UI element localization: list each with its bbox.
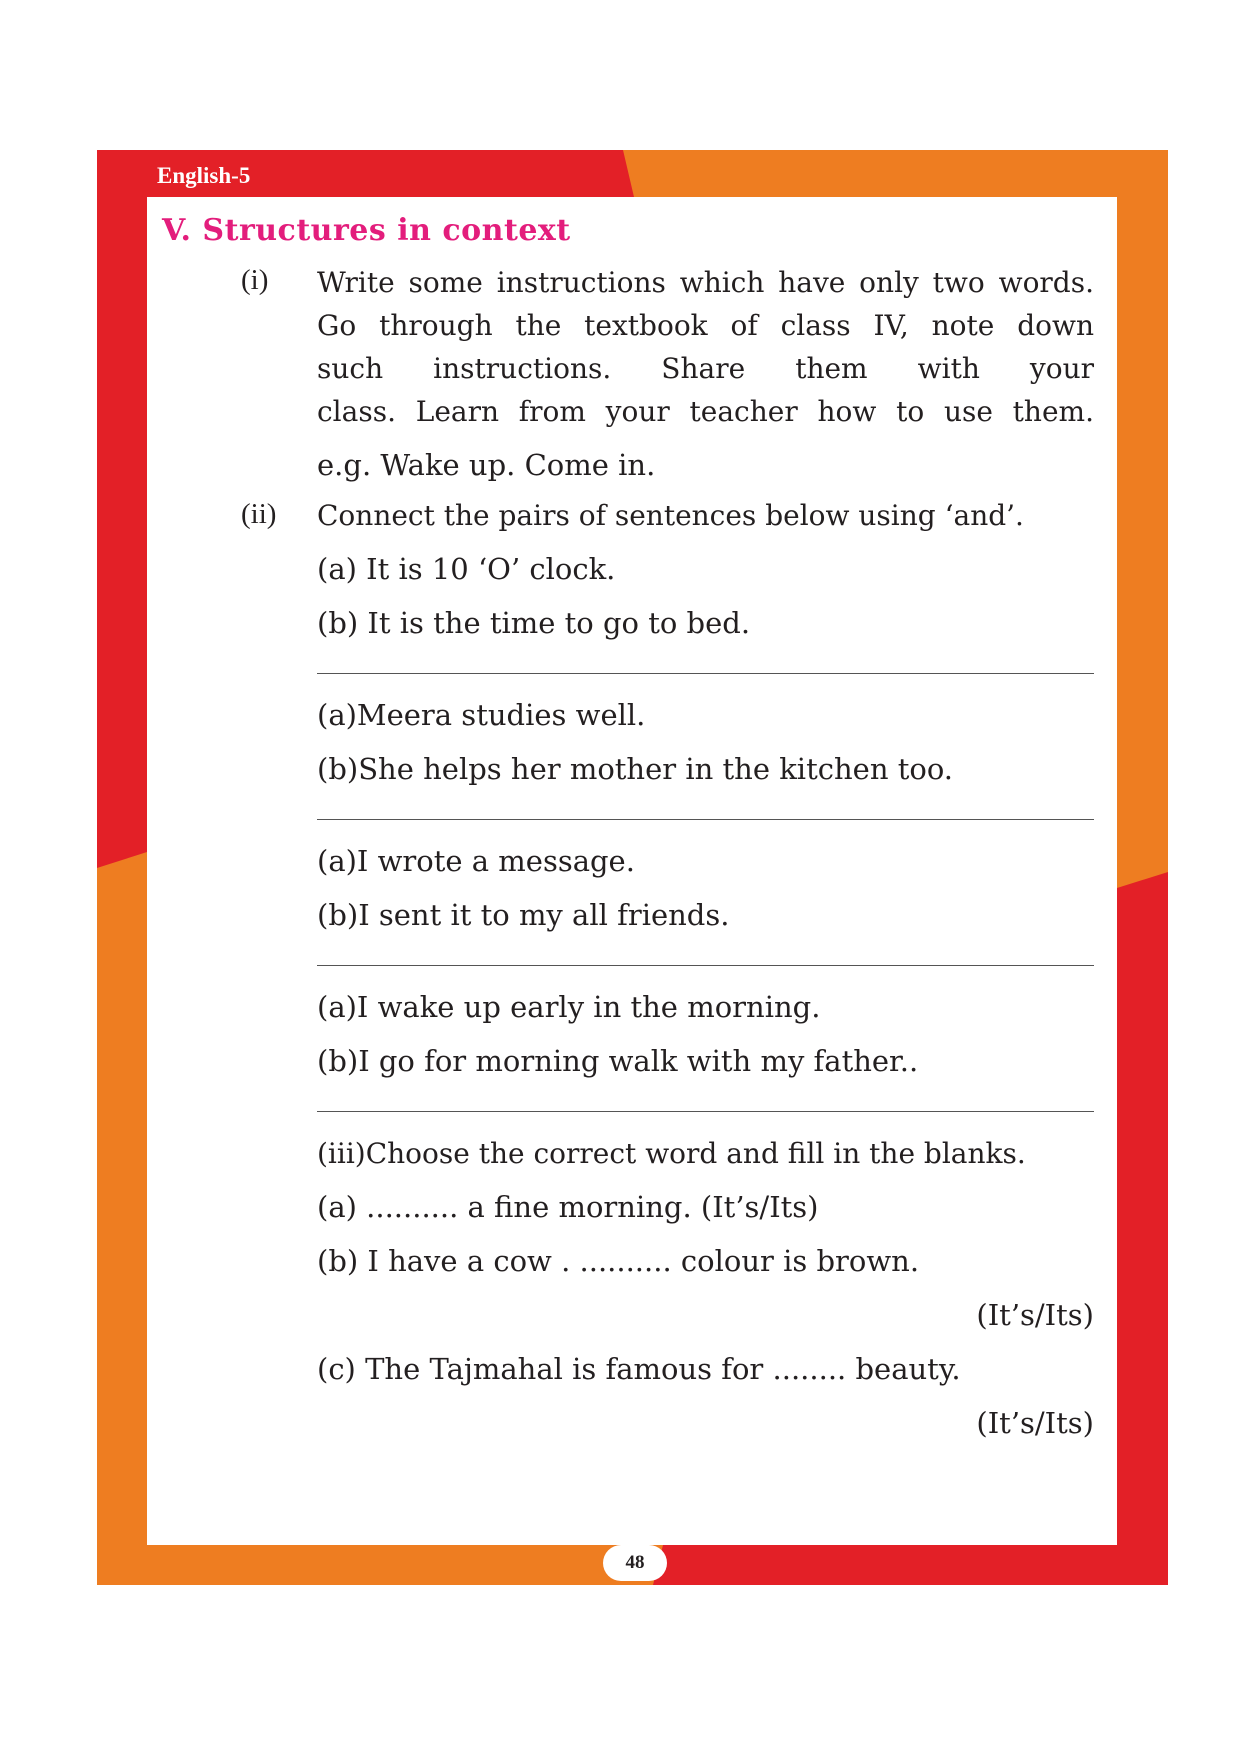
section-title: V. Structures in context — [162, 213, 571, 248]
exercise-1-line: class. Learn from your teacher how to use them. — [317, 395, 1094, 428]
exercise-1-line: Write some instructions which have only two words. — [317, 266, 1094, 299]
fill-item-c-options: (It’s/Its) — [976, 1406, 1094, 1440]
exercise-2-number: (ii) — [241, 498, 277, 530]
exercise-1-number: (i) — [241, 264, 269, 296]
fill-item-b-options: (It’s/Its) — [976, 1298, 1094, 1332]
page-frame — [97, 150, 1168, 1585]
page-number: 48 — [603, 1545, 667, 1581]
pair-2-a: (a)Meera studies well. — [317, 698, 646, 732]
pair-4-b: (b)I go for morning walk with my father.. — [317, 1044, 919, 1078]
pair-4-a: (a)I wake up early in the morning. — [317, 990, 821, 1024]
fill-item-c: (c) The Tajmahal is famous for ........ beauty. — [317, 1352, 961, 1386]
pair-1-a: (a) It is 10 ‘O’ clock. — [317, 552, 616, 586]
answer-line[interactable] — [317, 1111, 1094, 1112]
exercise-1-example: e.g. Wake up. Come in. — [317, 448, 656, 482]
exercise-3-instruction: (iii)Choose the correct word and fill in the blanks. — [317, 1137, 1026, 1170]
exercise-1-line: such instructions. Share them with your — [317, 352, 1094, 385]
fill-item-a: (a) .......... a fine morning. (It’s/Its) — [317, 1190, 819, 1224]
pair-2-b: (b)She helps her mother in the kitchen too. — [317, 752, 953, 786]
pair-3-a: (a)I wrote a message. — [317, 844, 635, 878]
pair-1-b: (b) It is the time to go to bed. — [317, 606, 751, 640]
exercise-1-line: Go through the textbook of class IV, note down — [317, 309, 1094, 342]
answer-line[interactable] — [317, 673, 1094, 674]
answer-line[interactable] — [317, 965, 1094, 966]
answer-line[interactable] — [317, 819, 1094, 820]
book-label: English-5 — [157, 163, 251, 188]
fill-item-b: (b) I have a cow . .......... colour is brown. — [317, 1244, 920, 1278]
exercise-1-text — [317, 261, 1094, 433]
content-panel — [147, 197, 1117, 1545]
exercise-2-instruction: Connect the pairs of sentences below using ‘and’. — [317, 499, 1024, 532]
pair-3-b: (b)I sent it to my all friends. — [317, 898, 730, 932]
